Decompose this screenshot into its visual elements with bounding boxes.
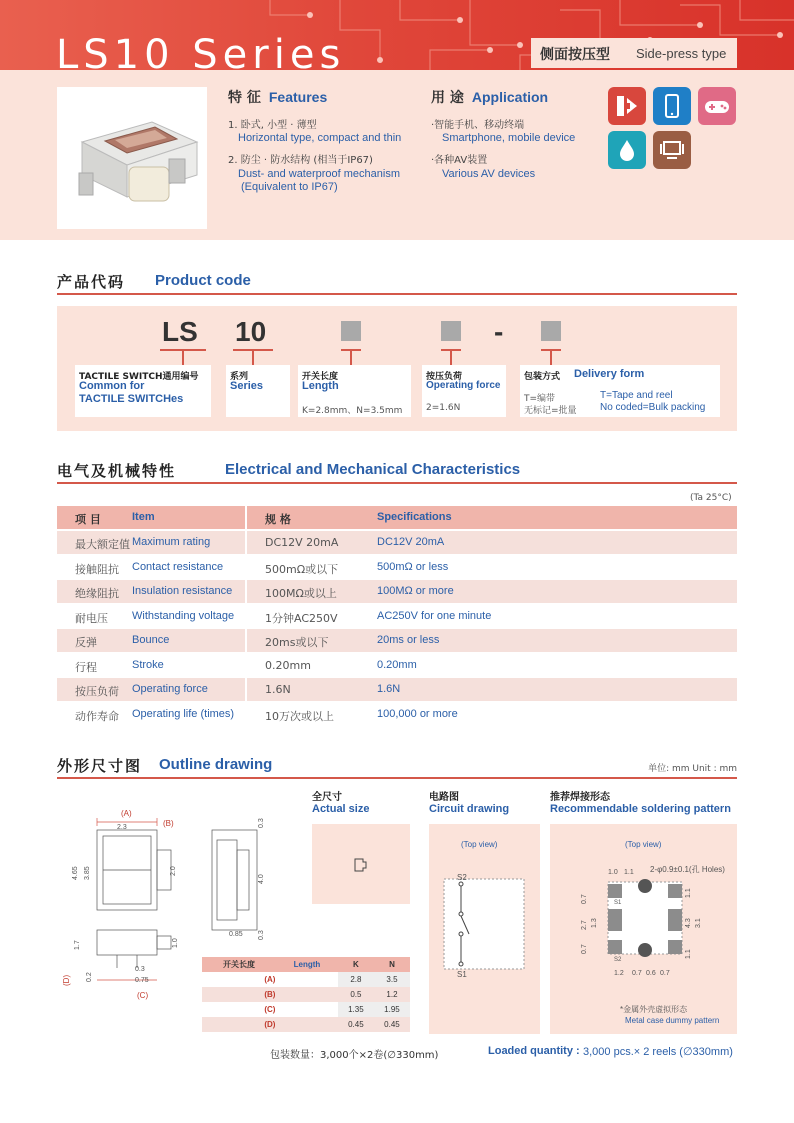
field-force-en: Operating force (426, 380, 501, 391)
dim-02: 0.2 (86, 972, 93, 982)
spec-value-en: 1.6N (377, 683, 401, 695)
spec-value-cn: 100MΩ或以上 (265, 587, 337, 600)
spec-item-cn: 耐电压 (75, 611, 108, 625)
spec-item-cn: 行程 (75, 660, 97, 674)
application-1-cn: ·智能手机、移动终端 (431, 120, 525, 131)
field-delivery (520, 365, 720, 417)
characteristics-heading-cn: 电气及机械特性 (57, 462, 177, 480)
dim-23: 2.3 (117, 824, 127, 831)
field-common-cn: TACTILE SWITCH通用编号 (79, 372, 199, 382)
spec-value-cn: 500mΩ或以下 (265, 562, 339, 576)
actual-size-switch (312, 824, 410, 904)
col-item-en: Item (132, 511, 155, 523)
feature-2-en-note: (Equivalent to IP67) (241, 181, 338, 193)
spec-item-cn: 最大额定值 (75, 538, 130, 551)
game-controller-icon (698, 87, 736, 125)
spec-row (57, 556, 737, 579)
characteristics-heading (57, 460, 737, 484)
field-delivery-note-en2: No coded=Bulk packing (600, 402, 706, 413)
spec-value-en: 20ms or less (377, 634, 440, 646)
spec-row (57, 531, 737, 554)
feature-2-en: Dust- and waterproof mechanism (238, 168, 401, 180)
spec-item-cn: 按压负荷 (75, 685, 119, 698)
spec-value-en: DC12V 20mA (377, 536, 445, 548)
spec-value-en: 0.20mm (377, 658, 417, 671)
dimension-table (202, 957, 410, 1032)
solder-dim-11a: 1.1 (624, 869, 634, 876)
field-delivery-note-cn1: T=编带 (524, 394, 556, 404)
spec-value-cn: 0.20mm (265, 658, 311, 672)
spec-item-cn: 反弹 (75, 636, 97, 649)
spec-row (57, 629, 737, 652)
solder-top-view: (Top view) (625, 840, 662, 849)
packing-en: 3,000 pcs.× 2 reels (∅330mm) (583, 1046, 733, 1058)
product-code-heading-en: Product code (155, 272, 251, 289)
actual-size-en: Actual size (312, 803, 370, 815)
col-spec-en: Specifications (377, 511, 452, 523)
tick-10-v (252, 349, 254, 365)
spec-item-en: Withstanding voltage (132, 609, 235, 622)
circuit-diagram (429, 824, 540, 1034)
dim-row-c-label: (C) (264, 1005, 276, 1014)
dim-row-a-n: 3.5 (374, 972, 410, 987)
spec-value-en: 100MΩ or more (377, 585, 454, 597)
code-delivery-placeholder (541, 321, 561, 341)
col-spec-cn: 规 格 (265, 513, 291, 526)
features-heading-en: Features (268, 89, 328, 105)
spec-item-en: Operating force (132, 683, 208, 695)
type-en: Side-press type (636, 46, 727, 61)
outline-heading-cn: 外形尺寸图 (57, 757, 143, 775)
application-2-cn: ·各种AV装置 (431, 155, 488, 166)
field-series (226, 365, 290, 417)
solder-dim-31: 3.1 (695, 918, 702, 928)
application-1-en: Smartphone, mobile device (442, 132, 576, 144)
field-force (422, 365, 506, 417)
dim-085: 0.85 (229, 931, 243, 938)
field-force-cn: 按压负荷 (426, 372, 463, 382)
product-code-heading-cn: 产品代码 (57, 273, 126, 291)
field-force-note: 2=1.6N (426, 403, 461, 413)
code-ls: LS (162, 316, 198, 347)
solder-en: Recommendable soldering pattern (550, 803, 731, 815)
packing-en-label: Loaded quantity : (488, 1045, 580, 1057)
dim-table-header-n: N (389, 960, 395, 969)
feature-2-cn: 2. 防尘 · 防水结构 (相当于IP67) (228, 155, 373, 166)
dummy-note-cn: *金属外壳虚拟形态 (620, 1005, 688, 1014)
dim-row-b-k: 0.5 (350, 990, 362, 999)
circuit-panel (429, 824, 540, 1034)
circuit-s1: S1 (457, 970, 467, 979)
circuit-top-view: (Top view) (461, 840, 498, 849)
product-photo (57, 87, 207, 229)
spec-item-cn: 接触阻抗 (75, 562, 119, 576)
spec-row (57, 605, 737, 628)
product-code-heading (57, 271, 737, 295)
field-series-en: Series (230, 380, 264, 392)
smartphone-icon (653, 87, 691, 125)
dim-row-a-k: 2.8 (338, 972, 374, 987)
spec-value-en: 500mΩ or less (377, 560, 449, 573)
dim-row-b-n: 1.2 (386, 990, 398, 999)
field-common-en2: TACTILE SWITCHes (79, 393, 184, 405)
features-heading-cn: 特 征 (228, 90, 261, 106)
tick-delivery-v (550, 349, 552, 365)
side-press-icon (608, 87, 646, 125)
application-2-en: Various AV devices (442, 168, 536, 180)
solder-dim-07d: 0.7 (660, 970, 670, 977)
feature-1-en: Horizontal type, compact and thin (238, 132, 402, 144)
tv-icon (653, 131, 691, 169)
dim-17: 1.7 (74, 940, 81, 950)
dim-c-label: (C) (137, 991, 149, 1000)
solder-s2: S2 (614, 957, 622, 963)
code-length-placeholder (341, 321, 361, 341)
field-length-cn: 开关长度 (302, 372, 339, 382)
dim-b-label: (B) (163, 819, 174, 828)
tick-force-v (450, 349, 452, 365)
field-common (75, 365, 211, 417)
dim-row-c-n: 1.95 (374, 1002, 410, 1017)
spec-item-en: Bounce (132, 634, 170, 646)
field-delivery-note-cn2: 无标记=批量 (524, 406, 577, 416)
dim-075: 0.75 (135, 977, 149, 984)
temperature-condition: (Ta 25°C) (690, 493, 732, 503)
application-heading (431, 87, 548, 107)
spec-value-en: 100,000 or more (377, 707, 458, 720)
field-common-en: Common for (79, 380, 145, 392)
solder-dim-12: 1.2 (614, 970, 624, 977)
spec-item-en: Stroke (132, 658, 164, 671)
circuit-cn: 电路图 (429, 792, 459, 803)
water-drop-icon (608, 131, 646, 169)
dim-a-label: (A) (121, 809, 132, 818)
spec-row (57, 678, 737, 701)
spec-value-cn: DC12V 20mA (265, 536, 339, 549)
spec-item-en: Operating life (times) (132, 707, 235, 720)
col-item-cn: 项 目 (75, 513, 101, 526)
dim-row-d-label: (D) (264, 1020, 276, 1029)
application-heading-cn: 用 途 (431, 90, 464, 106)
solder-holes-label: 2-φ0.9±0.1(孔 Holes) (650, 865, 725, 874)
dim-row-a-label: (A) (264, 975, 276, 984)
dim-table-header-en: Length (293, 960, 321, 969)
dim-table-header-cn: 开关长度 (223, 960, 256, 969)
solder-dim-06: 0.6 (646, 970, 656, 977)
solder-dim-07a: 0.7 (581, 894, 588, 904)
code-series: 10 (235, 316, 267, 347)
dim-03-b: 0.3 (258, 818, 265, 828)
field-series-cn: 系列 (230, 372, 249, 382)
solder-dim-11b: 1.1 (685, 888, 692, 898)
switch-illustration (57, 87, 207, 229)
dim-20: 2.0 (170, 866, 177, 876)
solder-dim-43: 4.3 (685, 918, 692, 928)
dim-03-a: 0.3 (135, 966, 145, 973)
dim-40: 4.0 (258, 874, 265, 884)
spec-item-cn: 绝缘阻抗 (75, 587, 119, 600)
field-delivery-en: Delivery form (574, 368, 645, 380)
dim-10: 1.0 (172, 938, 179, 948)
code-dash: - (494, 316, 504, 347)
solder-panel (550, 824, 737, 1034)
dim-row-d-n: 0.45 (384, 1020, 400, 1029)
spec-table-header (57, 506, 737, 529)
actual-size-panel (312, 824, 410, 904)
spec-row (57, 580, 737, 603)
circuit-en: Circuit drawing (429, 803, 510, 815)
dummy-note-en: Metal case dummy pattern (625, 1016, 720, 1025)
dim-03-c: 0.3 (258, 930, 265, 940)
field-length-en: Length (302, 380, 339, 392)
spec-item-en: Maximum rating (132, 536, 211, 548)
field-length-note: K=2.8mm、N=3.5mm (302, 406, 403, 416)
spec-item-cn: 动作寿命 (75, 709, 119, 723)
solder-dim-07b: 0.7 (581, 944, 588, 954)
solder-pattern (550, 824, 737, 1034)
spec-value-cn: 10万次或以上 (265, 709, 334, 723)
field-delivery-note-en1: T=Tape and reel (600, 390, 673, 401)
spec-row (57, 703, 737, 726)
circuit-s2: S2 (457, 873, 467, 882)
unit-label: 单位: mm Unit : mm (648, 764, 737, 774)
outline-heading (57, 755, 737, 779)
field-length (298, 365, 411, 417)
spec-value-en: AC250V for one minute (377, 609, 492, 622)
spec-value-cn: 1分钟AC250V (265, 611, 338, 625)
solder-dim-07c: 0.7 (632, 970, 642, 977)
field-delivery-cn: 包装方式 (524, 372, 561, 382)
spec-value-cn: 20ms或以下 (265, 636, 329, 649)
tick-length-v (350, 349, 352, 365)
spec-item-en: Insulation resistance (132, 585, 233, 597)
dim-row-b-label: (B) (264, 990, 276, 999)
solder-cn: 推荐焊接形态 (550, 792, 610, 803)
spec-value-cn: 1.6N (265, 683, 291, 696)
spec-row (57, 654, 737, 677)
application-heading-en: Application (471, 89, 549, 105)
characteristics-heading-en: Electrical and Mechanical Characteristics (225, 461, 521, 478)
solder-dim-13: 1.3 (591, 918, 598, 928)
solder-dim-11c: 1.1 (685, 949, 692, 959)
feature-1-cn: 1. 卧式, 小型 · 薄型 (228, 120, 317, 131)
tick-ls-v (182, 349, 184, 365)
series-title: LS10 Series (56, 32, 346, 78)
dim-d-label: (D) (62, 974, 71, 986)
dim-385: 3.85 (84, 866, 91, 880)
solder-dim-27: 2.7 (581, 920, 588, 930)
dim-table-header-k: K (352, 960, 359, 969)
packing-cn: 包装数量：3,000个×2卷(∅330mm) (270, 1050, 439, 1061)
features-heading (228, 87, 327, 107)
code-force-placeholder (441, 321, 461, 341)
dim-row-c-k: 1.35 (338, 1002, 374, 1017)
dim-row-d-k: 0.45 (348, 1020, 364, 1029)
spec-item-en: Contact resistance (132, 560, 224, 573)
actual-size-cn: 全尺寸 (312, 792, 342, 803)
outline-heading-en: Outline drawing (159, 756, 273, 773)
type-cn: 侧面按压型 (540, 47, 610, 63)
solder-s1: S1 (614, 900, 622, 906)
solder-dim-10: 1.0 (608, 869, 618, 876)
dim-465: 4.65 (72, 866, 79, 880)
